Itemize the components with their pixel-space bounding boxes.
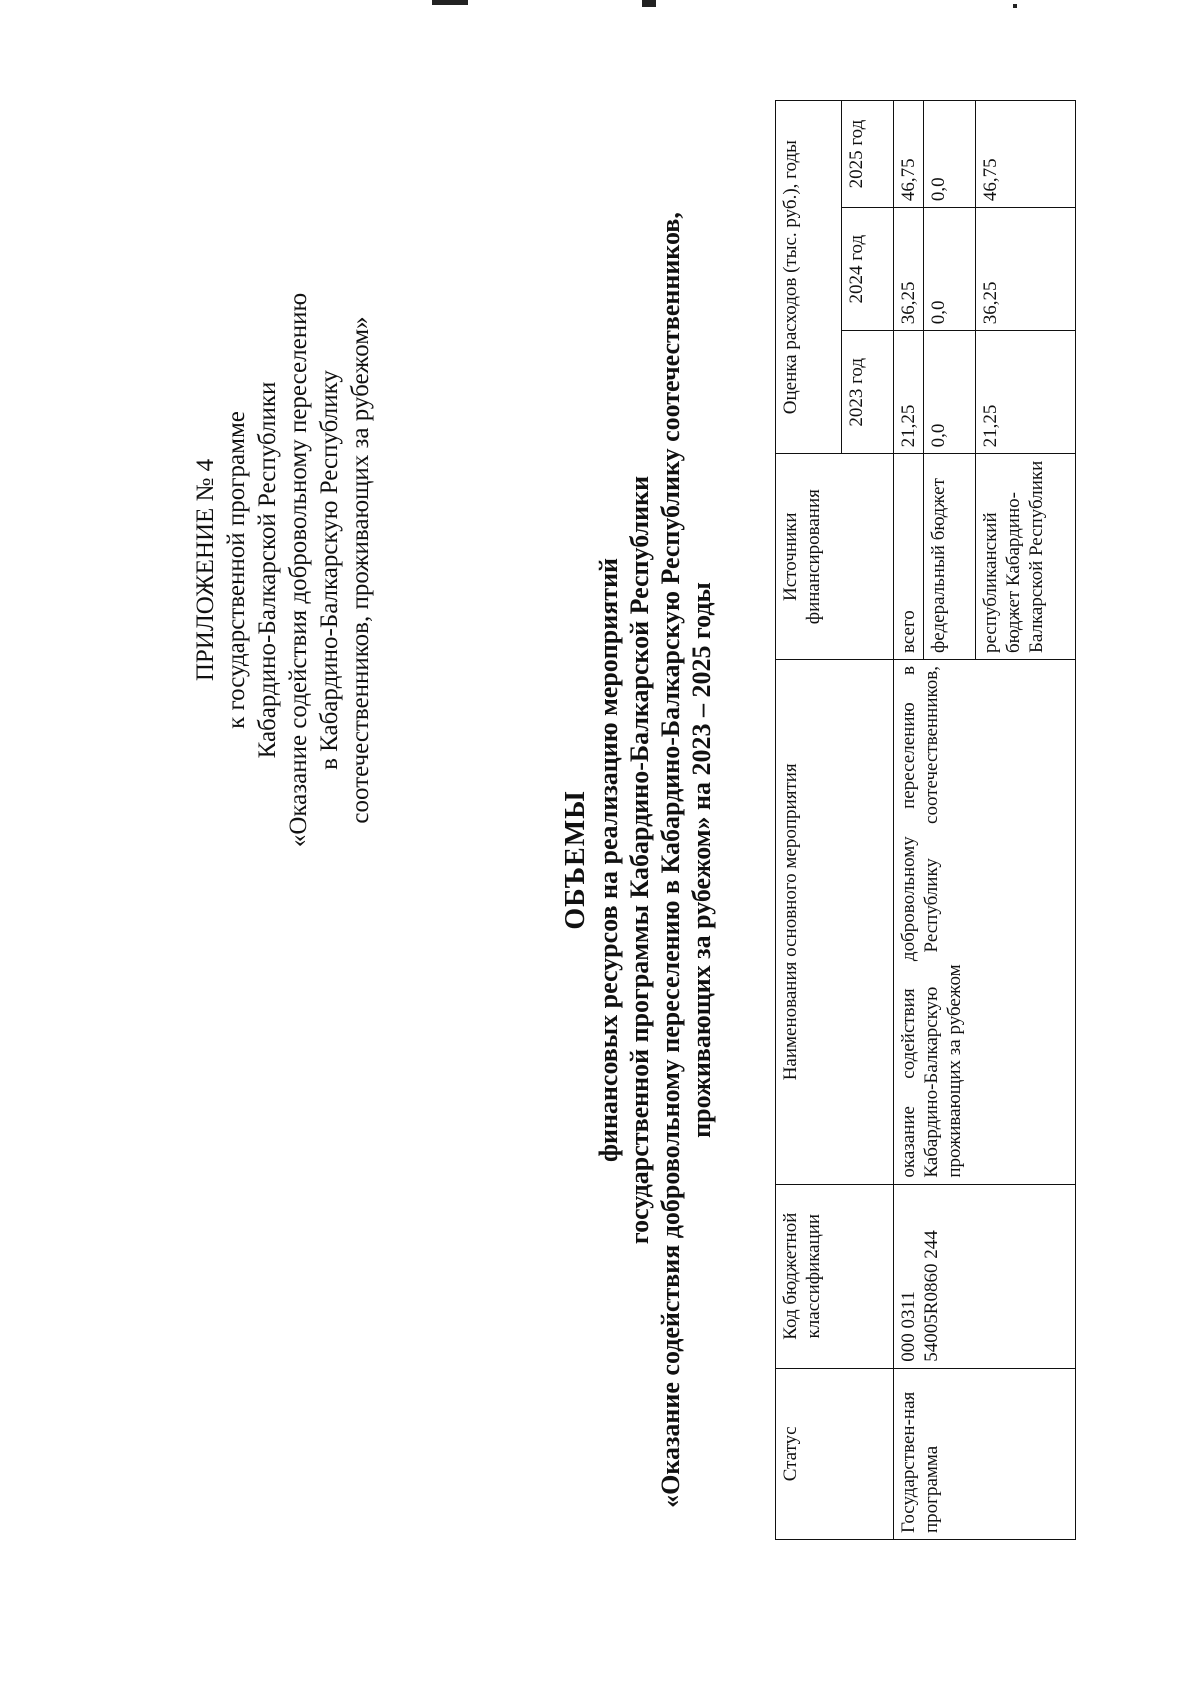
cell-code: 000 0311 54005R0860 244 (894, 1184, 1076, 1368)
cell-2023: 21,25 (894, 331, 924, 454)
cell-2024: 0,0 (924, 208, 976, 331)
header-code: Код бюджетной классификации (776, 1184, 894, 1368)
cell-2024: 36,25 (976, 208, 1076, 331)
cell-2023: 21,25 (976, 331, 1076, 454)
appendix-number: ПРИЛОЖЕНИЕ № 4 (192, 458, 219, 682)
header-sources: Источники финансирования (776, 454, 894, 660)
cell-status: Государствен-ная программа (894, 1368, 1076, 1539)
financing-table (775, 100, 1076, 1540)
appendix-header (190, 220, 376, 920)
header-year-2024: 2024 год (842, 208, 894, 331)
table-row (894, 101, 924, 1540)
header-name: Наименования основного мероприятия (776, 660, 894, 1185)
scan-mark (1013, 4, 1017, 8)
title-line: государственной программы Кабардино-Балкарской Республики (625, 475, 654, 1245)
title-line: «Оказание содействия добровольному переселению в Кабардино-Балкарскую Республику соотечественников, (656, 212, 685, 1508)
header-year-2023: 2023 год (842, 331, 894, 454)
header-year-2025: 2025 год (842, 101, 894, 208)
cell-source: всего (894, 454, 924, 660)
header-status: Статус (776, 1368, 894, 1539)
appendix-line: «Оказание содействия добровольному переселению (285, 292, 312, 848)
title-line: финансовых ресурсов на реализацию мероприятий (594, 557, 623, 1163)
appendix-line: к государственной программе (223, 411, 250, 729)
cell-name: оказание содействия добровольному переселению в Кабардино-Балкарскую Республику соотечественников, проживающих за рубежом (894, 660, 1076, 1185)
cell-2025: 0,0 (924, 101, 976, 208)
cell-2023: 0,0 (924, 331, 976, 454)
document-page (60, 80, 1140, 1640)
cell-2025: 46,75 (894, 101, 924, 208)
cell-source: республиканский бюджет Кабардино-Балкарской Республики (976, 454, 1076, 660)
appendix-line: соотечественников, проживающих за рубежом» (347, 316, 374, 824)
cell-2025: 46,75 (976, 101, 1076, 208)
scan-mark (642, 0, 656, 7)
appendix-line: Кабардино-Балкарской Республики (254, 381, 281, 759)
cell-2024: 36,25 (894, 208, 924, 331)
appendix-line: в Кабардино-Балкарскую Республику (316, 370, 343, 770)
scan-mark (432, 0, 468, 5)
document-title (560, 80, 717, 1640)
title-line: проживающих за рубежом» на 2023 – 2025 годы (687, 582, 716, 1138)
header-estimate: Оценка расходов (тыс. руб.), годы (776, 101, 842, 454)
title-main: ОБЪЕМЫ (560, 790, 591, 930)
cell-source: федеральный бюджет (924, 454, 976, 660)
